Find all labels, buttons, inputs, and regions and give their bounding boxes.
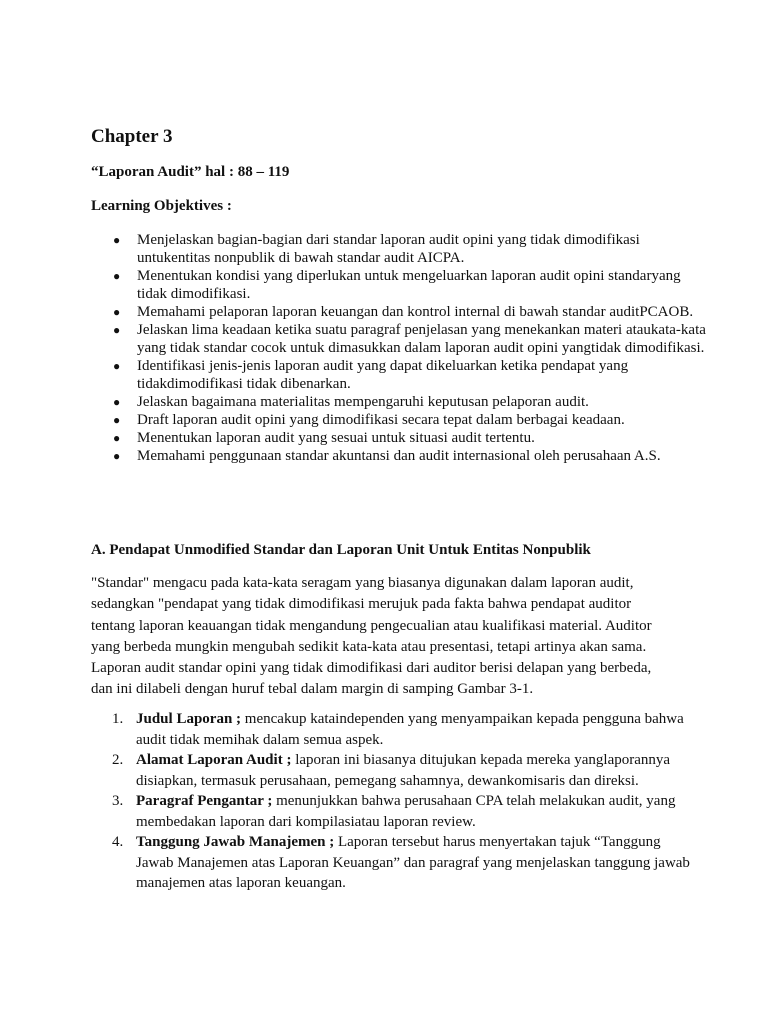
objective-text: Identifikasi jenis-jenis laporan audit yang dapat dikeluarkan ketika pendapat yang tidakdimodifikasi tidak dibenarkan. [137,358,629,392]
objective-text: Jelaskan lima keadaan ketika suatu paragraf penjelasan yang menekankan materi ataukata-kata yang tidak standar cocok untuk dimasukkan dalam laporan audit opini yangtidak dimodifikasi. [137,322,706,356]
item-number: 1. [112,711,124,727]
list-item [91,750,691,791]
item-text: Laporan tersebut harus menyertakan tajuk “Tanggung Jawab Manajemen atas Laporan Keuangan” dan paragraf yang menjelaskan tanggung jawab manajemen atas laporan keuangan. [136,834,690,891]
item-text: laporan ini biasanya ditujukan kepada mereka yanglaporannya disiapkan, termasuk perusahaan, pemegang sahamnya, dewankomisaris dan direksi. [136,752,671,789]
report-elements-list [91,709,691,894]
intro-paragraph: "Standar" mengacu pada kata-kata seragam yang biasanya digunakan dalam laporan audit, sedangkan "pendapat yang tidak dimodifikasi merujuk pada fakta bahwa pendapat auditor tentang laporan keauangan tidak mengandung pengecualian atau kualifikasi material. Auditor yang berbeda mungkin mengubah sedikit kata-kata atau presentasi, tetapi artinya akan sama. Laporan audit standar opini yang tidak dimodifikasi dari auditor berisi delapan yang berbeda, dan ini dilabeli dengan huruf tebal dalam margin di samping Gambar 3-1. [91,575,652,698]
list-item [91,303,711,321]
bullet-icon: ● [113,233,121,247]
objective-text: Draft laporan audit opini yang dimodifikasi secara tepat dalam berbagai keadaan. [137,412,625,428]
item-number: 4. [112,834,124,850]
bullet-icon: ● [113,323,121,337]
item-term: Paragraf Pengantar ; [136,793,273,809]
bullet-icon: ● [113,431,121,445]
list-item [91,357,711,393]
list-item [91,231,711,267]
list-item [91,393,711,411]
item-text: menunjukkan bahwa perusahaan CPA telah melakukan audit, yang membedakan laporan dari kompilasiatau laporan review. [136,793,676,830]
item-text: mencakup kataindependen yang menyampaikan kepada pengguna bahwa audit tidak memihak dalam semua aspek. [136,711,684,748]
chapter-title: Chapter 3 [91,126,173,147]
objective-text: Memahami penggunaan standar akuntansi dan audit internasional oleh perusahaan A.S. [137,448,661,464]
chapter-subtitle: “Laporan Audit” hal : 88 – 119 [91,164,290,180]
learning-objectives-list [91,231,711,465]
objective-text: Jelaskan bagaimana materialitas mempengaruhi keputusan pelaporan audit. [137,394,589,410]
section-heading: A. Pendapat Unmodified Standar dan Laporan Unit Untuk Entitas Nonpublik [91,542,591,558]
list-item [91,832,691,894]
objective-text: Menentukan kondisi yang diperlukan untuk mengeluarkan laporan audit opini standaryang tidak dimodifikasi. [137,268,681,302]
bullet-icon: ● [113,413,121,427]
bullet-icon: ● [113,449,121,463]
item-term: Judul Laporan ; [136,711,242,727]
list-item [91,791,691,832]
learning-objectives-heading: Learning Objektives : [91,198,232,214]
objective-text: Menentukan laporan audit yang sesuai untuk situasi audit tertentu. [137,430,535,446]
objective-text: Memahami pelaporan laporan keuangan dan kontrol internal di bawah standar auditPCAOB. [137,304,694,320]
objective-text: Menjelaskan bagian-bagian dari standar laporan audit opini yang tidak dimodifikasi untukentitas nonpublik di bawah standar audit AICPA. [137,232,640,266]
item-term: Alamat Laporan Audit ; [136,752,292,768]
list-item [91,709,691,750]
item-number: 2. [112,752,124,768]
bullet-icon: ● [113,359,121,373]
list-item [91,411,711,429]
bullet-icon: ● [113,269,121,283]
item-number: 3. [112,793,124,809]
list-item [91,267,711,303]
bullet-icon: ● [113,395,121,409]
list-item [91,321,711,357]
list-item [91,447,711,465]
list-item [91,429,711,447]
bullet-icon: ● [113,305,121,319]
item-term: Tanggung Jawab Manajemen ; [136,834,335,850]
